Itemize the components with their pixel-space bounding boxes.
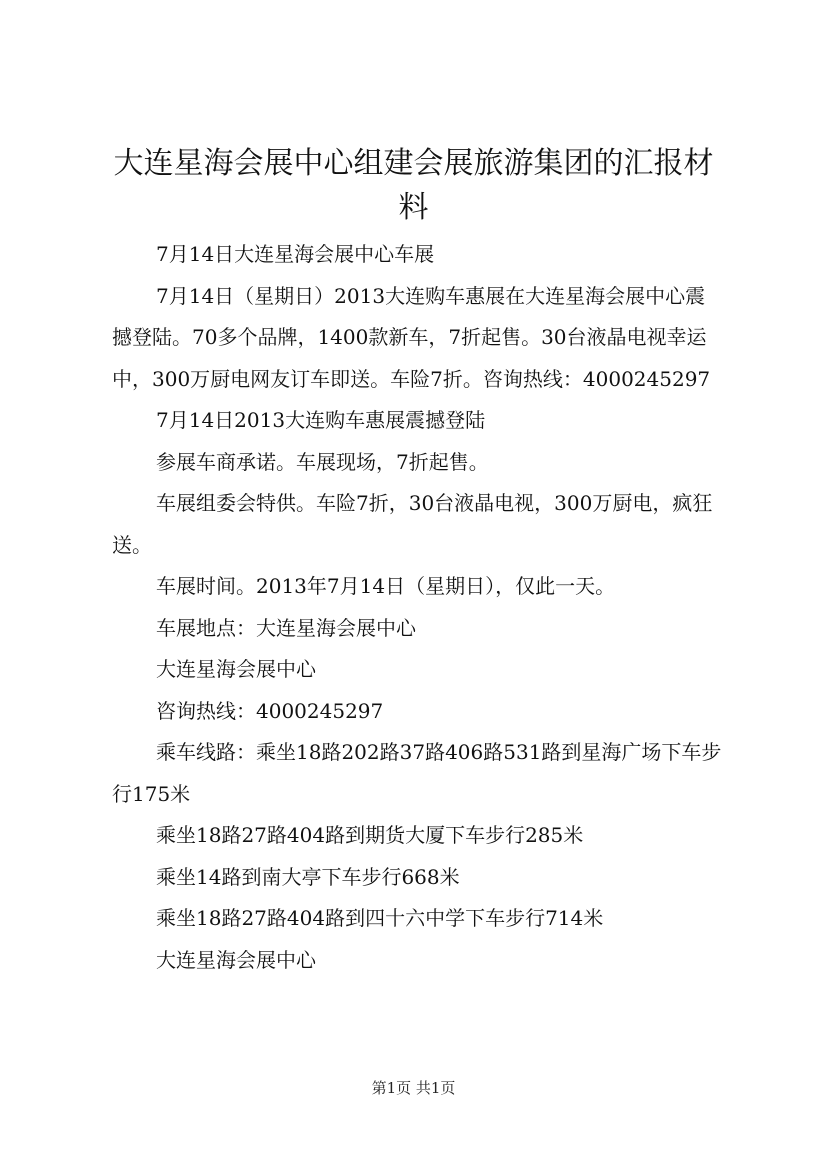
- paragraph: 参展车商承诺。车展现场，7折起售。: [156, 449, 489, 474]
- paragraph: 7月14日（星期日）2013大连购车惠展在大连星海会展中心震撼登陆。70多个品牌，1400款新车，7折起售。30台液晶电视幸运中，300万厨电网友订车即送。车险7折。咨询热线：4000245297: [112, 283, 711, 391]
- paragraph: 车展组委会特供。车险7折，30台液晶电视，300万厨电，疯狂送。: [112, 491, 713, 557]
- paragraph: 7月14日大连星海会展中心车展: [156, 242, 435, 266]
- paragraph: 乘坐18路27路404路到四十六中学下车步行714米: [156, 906, 604, 930]
- paragraph: 车展时间。2013年7月14日（星期日），仅此一天。: [156, 574, 616, 598]
- paragraph: 乘坐18路27路404路到期货大厦下车步行285米: [156, 823, 584, 847]
- paragraph: 大连星海会展中心: [156, 947, 316, 972]
- paragraph: 7月14日2013大连购车惠展震撼登陆: [156, 408, 486, 432]
- page-footer: 第1页 共1页: [371, 1079, 456, 1097]
- paragraph: 大连星海会展中心: [156, 657, 316, 681]
- document-title: 大连星海会展中心组建会展旅游集团的汇报材料: [113, 146, 714, 225]
- paragraph: 咨询热线：4000245297: [156, 698, 384, 723]
- paragraph: 车展地点：大连星海会展中心: [156, 615, 416, 640]
- document-body: [112, 234, 722, 981]
- paragraph: 乘坐14路到南大亭下车步行668米: [156, 864, 460, 889]
- paragraph: 乘车线路：乘坐18路202路37路406路531路到星海广场下车步行175米: [112, 740, 722, 806]
